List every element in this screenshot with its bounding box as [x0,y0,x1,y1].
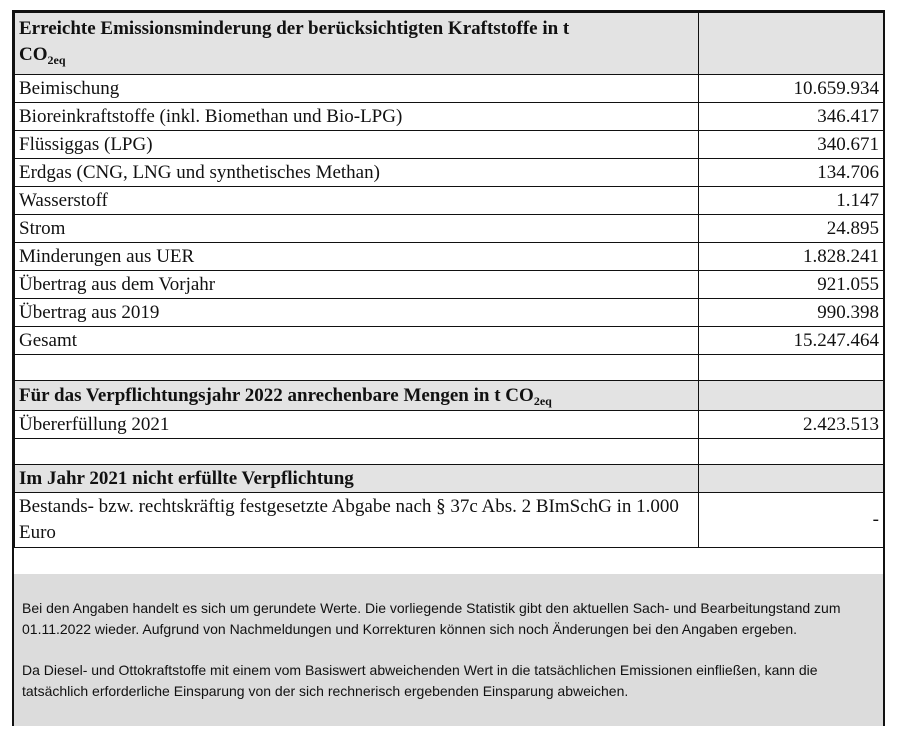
row-label: Wasserstoff [15,187,699,215]
row-label: Bioreinkraftstoffe (inkl. Biomethan und Bio-LPG) [15,103,699,131]
row-value: 921.055 [699,271,884,299]
table-row [15,159,884,187]
table-row [15,243,884,271]
row-value: 1.147 [699,187,884,215]
row-label: Strom [15,215,699,243]
section3-header-row [15,465,884,493]
section3-title: Im Jahr 2021 nicht erfüllte Verpflichtung [15,465,699,493]
table-row [15,493,884,548]
table-row [15,131,884,159]
row-label: Minderungen aus UER [15,243,699,271]
row-label: Bestands- bzw. rechtskräftig festgesetzte Abgabe nach § 37c Abs. 2 BImSchG in 1.000 Euro [15,493,699,548]
table-row [15,103,884,131]
section2-header-value-cell [699,381,884,411]
row-value: 24.895 [699,215,884,243]
table-row [15,271,884,299]
empty-cell [15,439,699,465]
table-row [15,299,884,327]
row-value: 2.423.513 [699,411,884,439]
empty-cell [15,355,699,381]
footnotes [14,574,883,726]
row-label: Beimischung [15,75,699,103]
row-value: 990.398 [699,299,884,327]
empty-cell [699,439,884,465]
section1-header-value-cell [699,13,884,75]
row-label: Übertrag aus 2019 [15,299,699,327]
table-row [15,411,884,439]
section3-header-value-cell [699,465,884,493]
table-row [15,187,884,215]
footnote-paragraph: Bei den Angaben handelt es sich um gerundete Werte. Die vorliegende Statistik gibt den aktuellen Sach- und Bearbeitungstand zum 01.11.2022 wieder. Aufgrund von Nachmeldungen und Korrekturen können sich noch Änderungen bei den Angaben ergeben. [22,600,841,637]
row-value: 1.828.241 [699,243,884,271]
empty-cell [699,355,884,381]
row-value: - [699,493,884,548]
row-label: Erdgas (CNG, LNG und synthetisches Methan) [15,159,699,187]
footnote-paragraph: Da Diesel- und Ottokraftstoffe mit einem vom Basiswert abweichenden Wert in die tatsächlichen Emissionen einfließen, kann die tatsächlich erforderliche Einsparung von der sich rechnerisch ergebenden Einsparung abweichen. [22,662,818,699]
spacer-row [15,439,884,465]
spacer-row [15,355,884,381]
section1-header-row [15,13,884,75]
total-label: Gesamt [15,327,699,355]
row-value: 340.671 [699,131,884,159]
table-row [15,75,884,103]
section2-title: Für das Verpflichtungsjahr 2022 anrechenbare Mengen in t $CO_{2eq}$ [15,381,699,411]
section1-title: Erreichte Emissionsminderung der berücksichtigten Kraftstoffe in t $CO_{2eq}$ [15,13,699,75]
table-row [15,215,884,243]
row-value: 346.417 [699,103,884,131]
row-label: Übererfüllung 2021 [15,411,699,439]
row-label: Übertrag aus dem Vorjahr [15,271,699,299]
row-value: 134.706 [699,159,884,187]
row-label: Flüssiggas (LPG) [15,131,699,159]
row-value: 10.659.934 [699,75,884,103]
statistics-table-frame [12,10,885,726]
section2-header-row [15,381,884,411]
total-row [15,327,884,355]
emission-table [14,12,884,548]
total-value: 15.247.464 [699,327,884,355]
